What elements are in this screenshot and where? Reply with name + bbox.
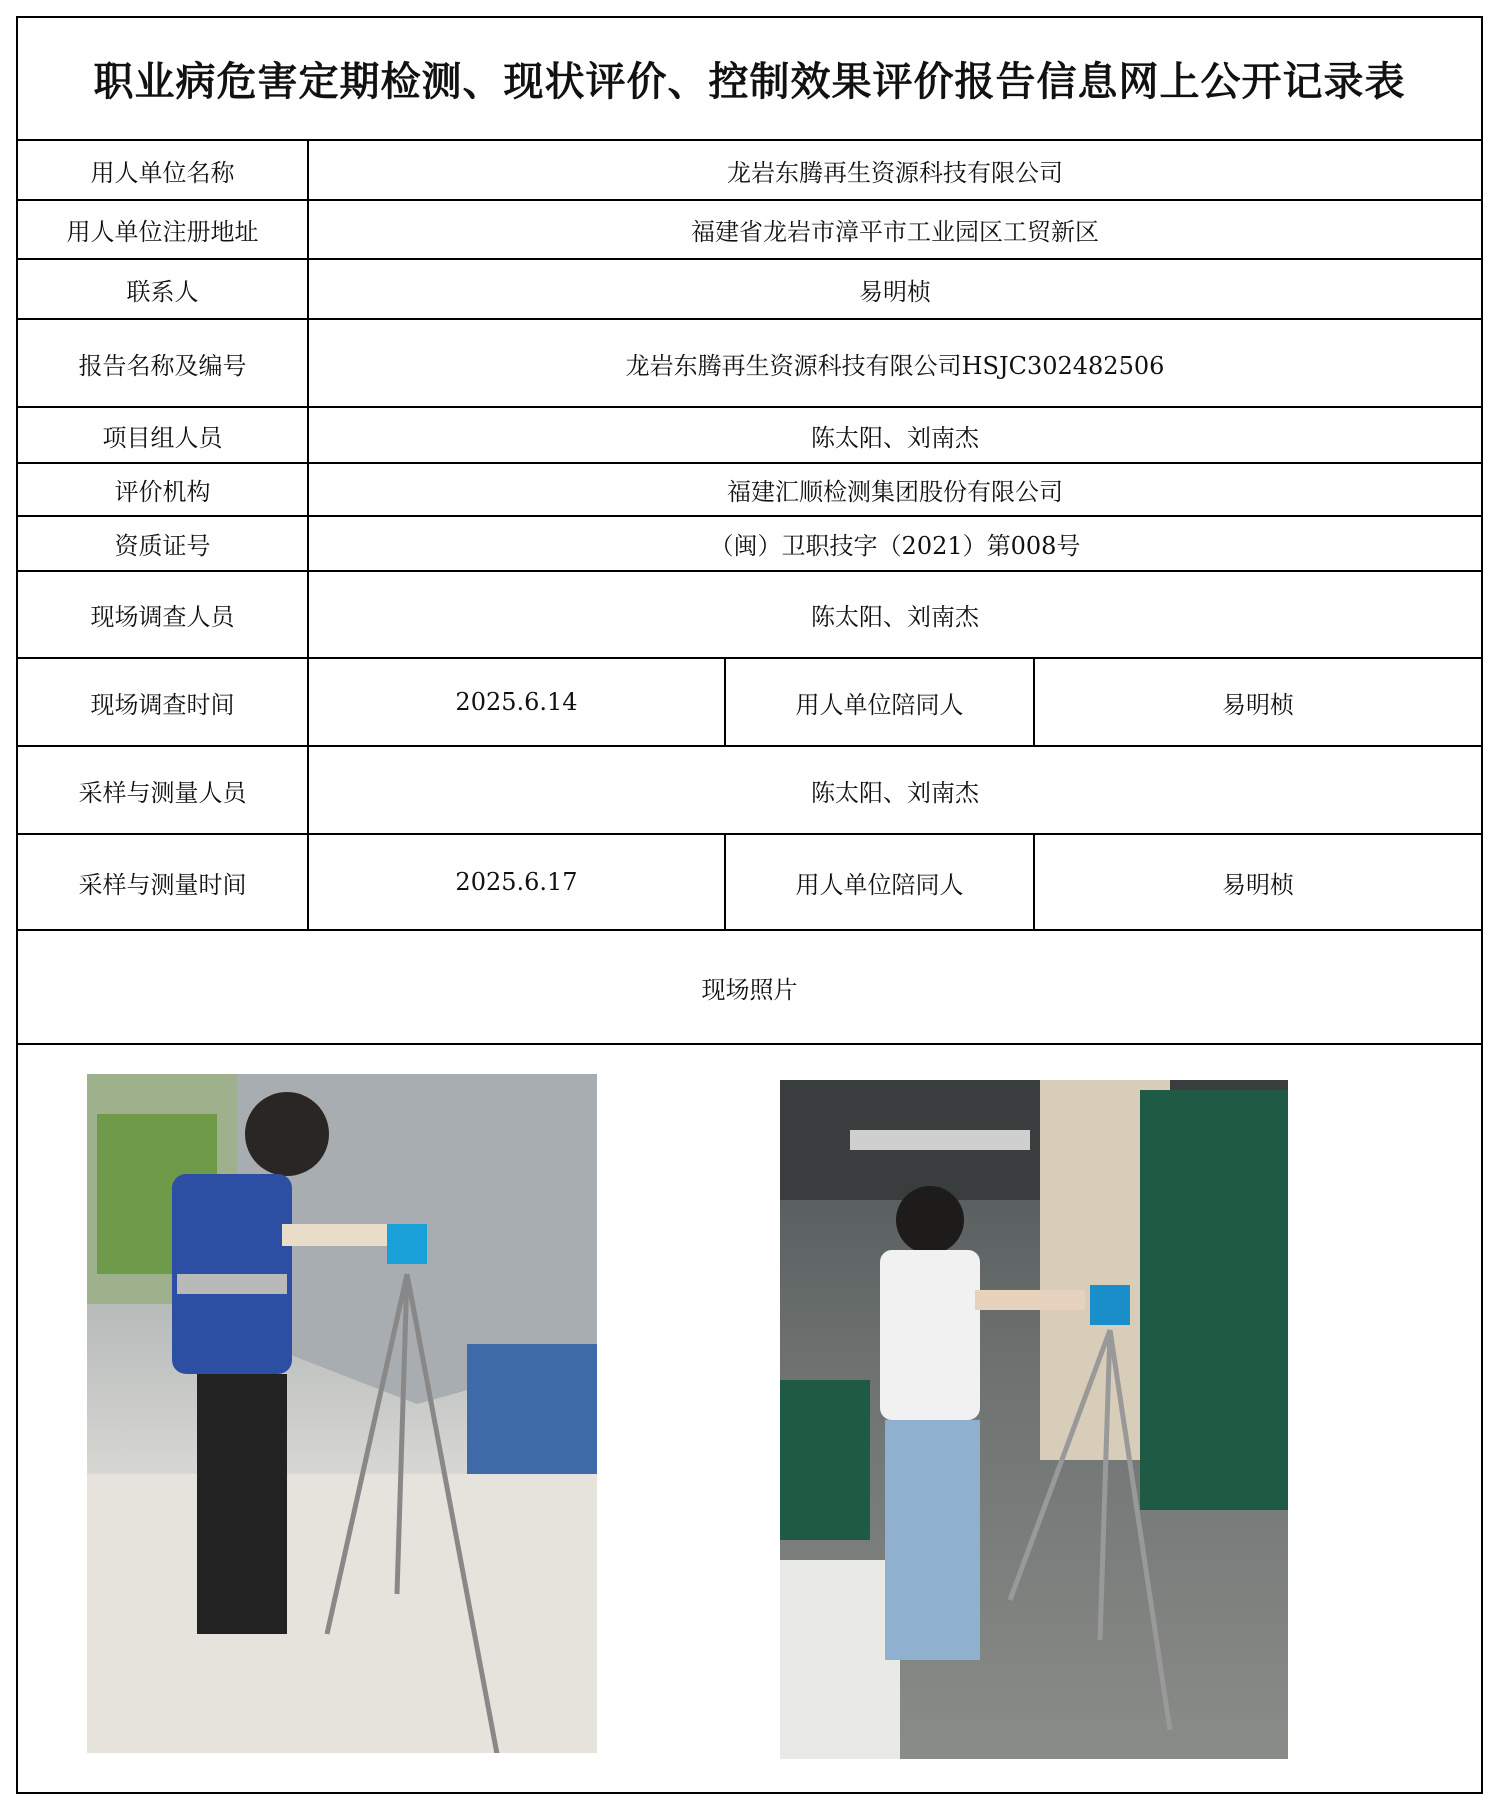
sampling-staff-value: 陈太阳、刘南杰 <box>811 778 979 807</box>
survey-time-value: 2025.6.14 <box>455 688 578 716</box>
certificate-label: 资质证号 <box>114 532 211 560</box>
contact-label: 联系人 <box>126 277 199 306</box>
site-photo-1-image <box>87 1074 597 1753</box>
photos-label: 现场照片 <box>701 975 798 1004</box>
employer-address-label: 用人单位注册地址 <box>66 218 259 246</box>
survey-staff-value: 陈太阳、刘南杰 <box>811 603 979 631</box>
survey-staff-label: 现场调查人员 <box>90 603 235 631</box>
employer-name-label: 用人单位名称 <box>90 158 235 187</box>
site-photo-2 <box>780 1080 1288 1759</box>
employer-name-value: 龙岩东腾再生资源科技有限公司 <box>727 158 1063 187</box>
sampling-companion-label: 用人单位陪同人 <box>795 870 964 899</box>
certificate-value: （闽）卫职技字（2021）第008号 <box>709 532 1081 560</box>
sampling-staff-label: 采样与测量人员 <box>78 778 247 807</box>
sampling-time-label: 采样与测量时间 <box>78 870 247 899</box>
survey-companion-label: 用人单位陪同人 <box>795 690 964 719</box>
agency-label: 评价机构 <box>114 478 211 506</box>
project-team-label: 项目组人员 <box>102 423 223 452</box>
sampling-time-value: 2025.6.17 <box>455 868 578 896</box>
project-team-value: 陈太阳、刘南杰 <box>811 423 979 452</box>
survey-time-label: 现场调查时间 <box>90 690 235 719</box>
report-label: 报告名称及编号 <box>78 351 247 380</box>
survey-companion-value: 易明桢 <box>1222 690 1294 719</box>
divider <box>16 1043 1483 1045</box>
contact-value: 易明桢 <box>859 277 931 306</box>
report-value: 龙岩东腾再生资源科技有限公司HSJC302482506 <box>625 351 1165 380</box>
site-photo-1 <box>87 1074 597 1753</box>
page-title: 职业病危害定期检测、现状评价、控制效果评价报告信息网上公开记录表 <box>93 58 1406 105</box>
site-photo-2-image <box>780 1080 1288 1759</box>
sampling-companion-value: 易明桢 <box>1222 870 1294 899</box>
agency-value: 福建汇顺检测集团股份有限公司 <box>727 478 1063 506</box>
employer-address-value: 福建省龙岩市漳平市工业园区工贸新区 <box>691 218 1099 246</box>
